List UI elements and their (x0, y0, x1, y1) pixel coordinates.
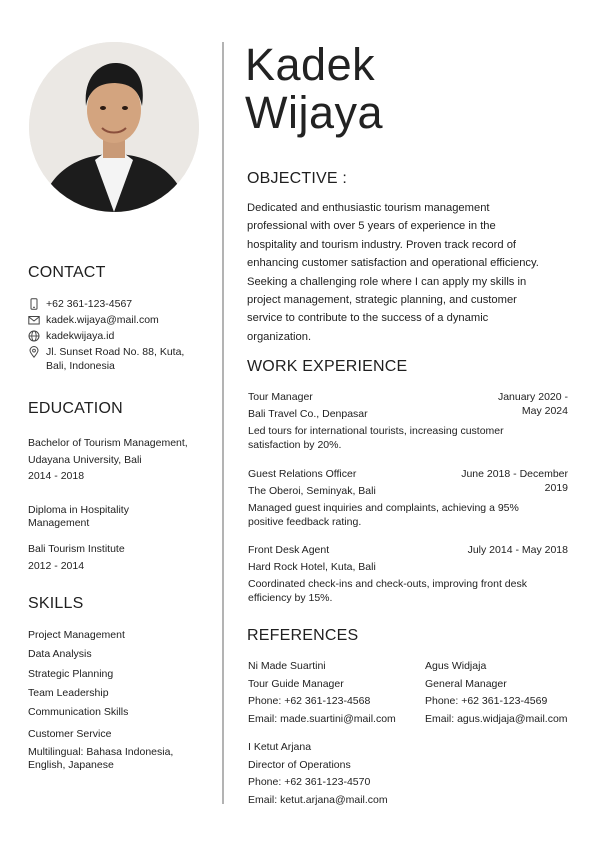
reference-name: I Ketut Arjana (248, 741, 312, 753)
last-name: Wijaya (245, 87, 384, 138)
education-degree: Bachelor of Tourism Management, (28, 437, 188, 449)
reference-card (248, 658, 396, 728)
contact-heading: CONTACT (28, 264, 106, 281)
objective-line: organization. (247, 330, 312, 343)
skill-item: Communication Skills (28, 706, 129, 718)
globe-icon (28, 330, 40, 342)
phone-icon (28, 298, 40, 310)
job-description-line: efficiency by 15%. (248, 591, 333, 604)
objective-line: enhancing customer satisfaction and operational efficiency. (247, 257, 539, 270)
job-description (248, 578, 527, 605)
job-date-line: 2019 (544, 481, 568, 494)
skill-item-line: English, Japanese (28, 758, 114, 771)
address-line-1: Jl. Sunset Road No. 88, Kuta, (46, 346, 185, 358)
objective-line: professional with over 5 years of experience in the (247, 220, 496, 233)
job-company: The Oberoi, Seminyak, Bali (248, 485, 376, 497)
name-heading (245, 41, 383, 137)
reference-phone: Phone: +62 361-123-4570 (248, 776, 371, 788)
objective-text (247, 199, 577, 346)
reference-phone: Phone: +62 361-123-4569 (425, 695, 548, 707)
job-description-line: Managed guest inquiries and complaints, achieving a 95% (248, 502, 519, 514)
education-years: 2014 - 2018 (28, 470, 85, 482)
job-description (248, 425, 504, 452)
skill-item: Data Analysis (28, 648, 92, 660)
education-degree: Diploma in Hospitality (28, 504, 129, 516)
column-divider (222, 42, 224, 804)
education-school: Udayana University, Bali (28, 453, 142, 466)
education-item-2-details (28, 541, 125, 574)
reference-card (425, 658, 568, 728)
objective-line: Seeking a challenging role where I can apply my skills in (247, 275, 527, 288)
objective-line: project management, strategic planning, and customer (247, 294, 517, 307)
skill-item: Customer Service (28, 728, 112, 740)
skill-item-line: Multilingual: Bahasa Indonesia, (28, 746, 174, 758)
job-description-line: Led tours for international tourists, increasing customer (248, 425, 504, 437)
objective-heading: OBJECTIVE : (247, 170, 347, 187)
contact-address (28, 345, 184, 373)
reference-email[interactable]: Email: agus.widjaja@mail.com (425, 712, 568, 725)
mail-icon (28, 314, 40, 326)
objective-line: service to contribute to the success of a dynamic (247, 312, 489, 325)
job-description-line: satisfaction by 20%. (248, 438, 342, 451)
first-name: Kadek (245, 39, 376, 90)
job-date-line: May 2024 (521, 404, 568, 417)
education-heading: EDUCATION (28, 400, 123, 417)
reference-phone: Phone: +62 361-123-4568 (248, 695, 371, 707)
objective-line: Dedicated and enthusiastic tourism management (247, 202, 490, 214)
contact-email (28, 313, 159, 327)
job-role: Tour Manager (248, 391, 313, 403)
education-degree: Management (28, 516, 90, 529)
job-role: Front Desk Agent (248, 544, 330, 556)
job-date-line: July 2014 - May 2018 (467, 544, 568, 556)
reference-role: Tour Guide Manager (248, 677, 344, 690)
contact-phone (28, 297, 132, 311)
education-item-1 (28, 435, 188, 485)
objective-line: hospitality and tourism industry. Proven track record of (247, 238, 517, 251)
education-school: Bali Tourism Institute (28, 543, 125, 555)
skills-heading: SKILLS (28, 595, 84, 612)
reference-role: Director of Operations (248, 758, 351, 771)
reference-name: Agus Widjaja (425, 660, 487, 672)
job-description-line: Coordinated check-ins and check-outs, improving front desk (248, 578, 527, 590)
profile-photo (29, 42, 199, 212)
skill-item: Strategic Planning (28, 668, 114, 680)
contact-website (28, 329, 114, 343)
address-line-2: Bali, Indonesia (46, 360, 115, 372)
job-company: Hard Rock Hotel, Kuta, Bali (248, 561, 376, 573)
job-company: Bali Travel Co., Denpasar (248, 408, 368, 420)
reference-email[interactable]: Email: ketut.arjana@mail.com (248, 793, 388, 806)
skill-item (28, 746, 173, 771)
job-dates (420, 544, 568, 558)
job-description (248, 502, 519, 529)
reference-role: General Manager (425, 677, 507, 690)
location-pin-icon (28, 346, 40, 358)
website-text[interactable]: kadekwijaya.id (46, 330, 115, 342)
education-item-2 (28, 504, 129, 529)
education-years: 2012 - 2014 (28, 559, 85, 572)
job-dates (420, 391, 568, 418)
job-role: Guest Relations Officer (248, 468, 357, 480)
skill-item: Team Leadership (28, 687, 109, 699)
job-date-line: January 2020 - (497, 391, 568, 403)
skill-item: Project Management (28, 629, 125, 641)
references-heading: REFERENCES (247, 627, 359, 644)
job-dates (420, 468, 568, 495)
reference-email[interactable]: Email: made.suartini@mail.com (248, 712, 396, 725)
work-experience-heading: WORK EXPERIENCE (247, 358, 408, 375)
job-date-line: June 2018 - December (461, 468, 568, 480)
reference-name: Ni Made Suartini (248, 660, 326, 672)
email-text[interactable]: kadek.wijaya@mail.com (46, 314, 159, 326)
reference-card (248, 739, 388, 809)
job-description-line: positive feedback rating. (248, 515, 362, 528)
phone-text: +62 361-123-4567 (46, 298, 133, 310)
